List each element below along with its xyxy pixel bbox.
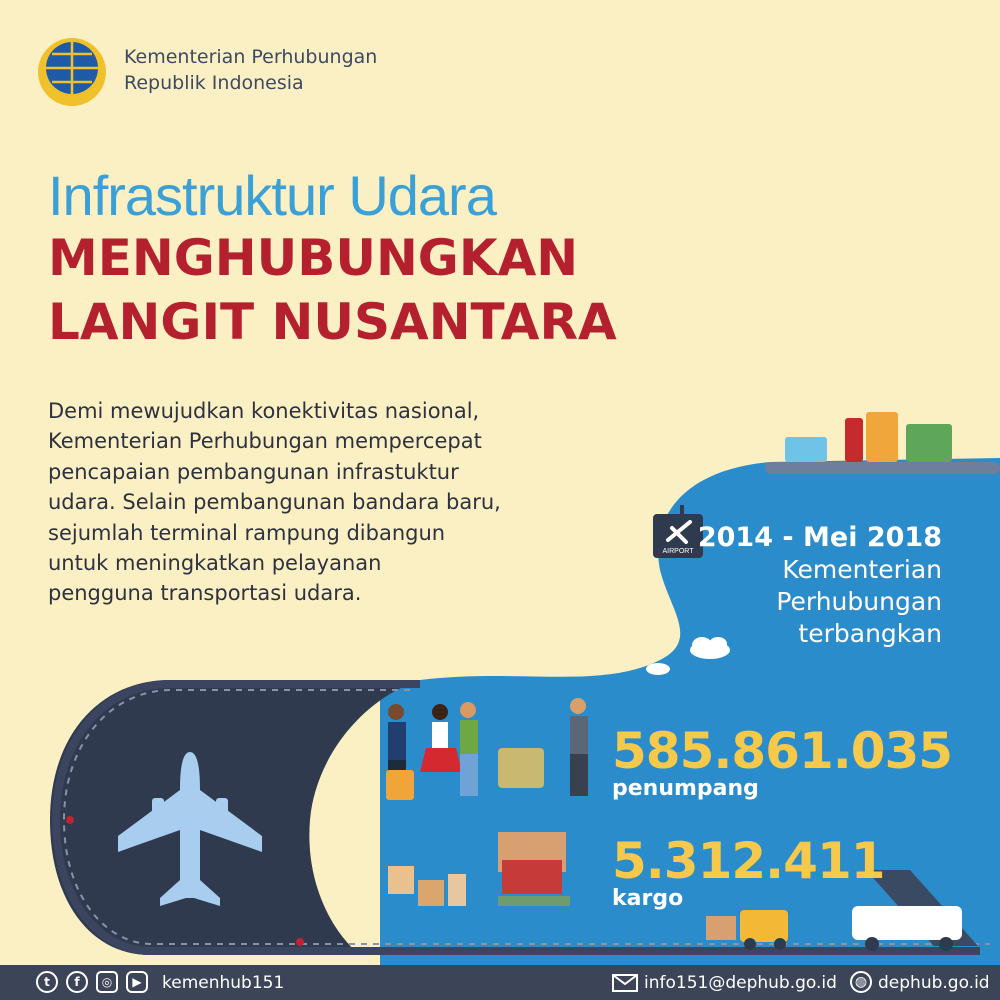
facebook-icon[interactable]: f xyxy=(66,971,88,993)
org-line2: Republik Indonesia xyxy=(124,72,304,94)
organization-name xyxy=(124,44,377,96)
body-line: udara. Selain pembangunan bandara baru, xyxy=(48,490,501,515)
headline-bold xyxy=(48,226,617,354)
email-icon xyxy=(612,974,638,992)
youtube-icon[interactable]: ▶ xyxy=(126,971,148,993)
body-line: pengguna transportasi udara. xyxy=(48,581,362,606)
body-line: untuk meningkatkan pelayanan xyxy=(48,551,382,576)
body-line: Demi mewujudkan konektivitas nasional, xyxy=(48,399,480,423)
twitter-icon[interactable]: t xyxy=(36,971,58,993)
instagram-icon[interactable]: ◎ xyxy=(96,971,118,993)
body-line: Kementerian Perhubungan mempercepat xyxy=(48,429,482,454)
cargo-stat xyxy=(612,832,885,910)
passengers-stat xyxy=(612,722,952,800)
luggage-icon xyxy=(785,412,952,462)
passengers-value: 585.861.035 xyxy=(612,722,953,780)
headline-bold-line2: LANGIT NUSANTARA xyxy=(48,293,617,351)
period-range: 2014 - Mei 2018 xyxy=(697,522,942,553)
conveyor-belt xyxy=(765,462,1000,474)
runway-light xyxy=(66,816,74,824)
body-line: pencapaian pembangunan infrastuktur xyxy=(48,459,459,484)
cargo-value: 5.312.411 xyxy=(612,832,885,890)
social-handle[interactable]: kemenhub151 xyxy=(162,973,285,993)
org-line1: Kementerian Perhubungan xyxy=(124,46,378,68)
cargo-unit: kargo xyxy=(612,886,684,911)
website-link[interactable]: dephub.go.id xyxy=(878,973,990,993)
period-line3: terbangkan xyxy=(798,619,942,648)
kemenhub-logo xyxy=(38,38,106,106)
body-line: sejumlah terminal rampung dibangun xyxy=(48,520,446,545)
airport-sign-label: AIRPORT xyxy=(662,548,694,555)
globe-icon: ◍ xyxy=(850,971,872,993)
email-link[interactable]: info151@dephub.go.id xyxy=(644,973,837,993)
period-caption xyxy=(698,522,942,650)
body-paragraph xyxy=(48,396,608,609)
footer-bar xyxy=(0,965,1000,1000)
runway-light xyxy=(296,938,304,946)
period-line1: Kementerian xyxy=(782,555,942,584)
passengers-unit: penumpang xyxy=(612,776,759,801)
period-line2: Perhubungan xyxy=(776,587,942,616)
headline-light: Infrastruktur Udara xyxy=(48,164,496,227)
headline-bold-line1: MENGHUBUNGKAN xyxy=(48,229,579,287)
